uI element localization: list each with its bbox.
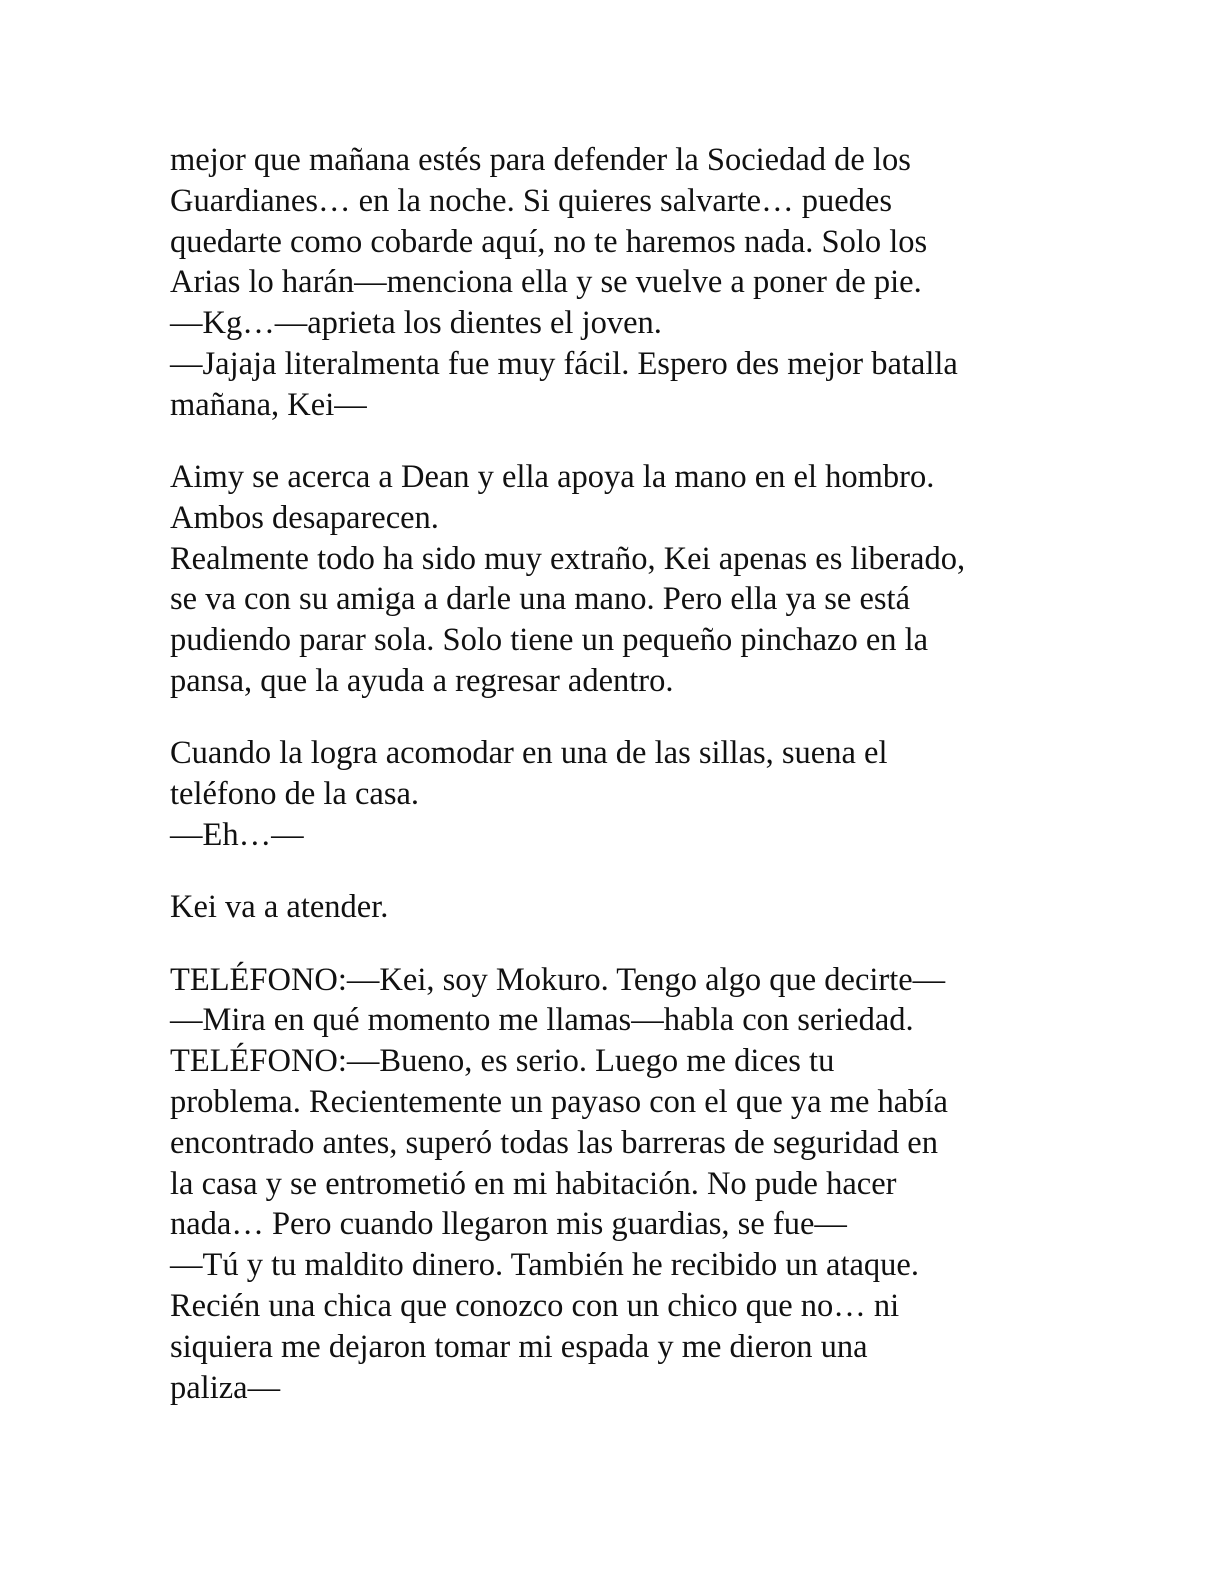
text-line: Ambos desaparecen. (170, 499, 439, 536)
text-line: pansa, que la ayuda a regresar adentro. (170, 663, 674, 700)
body-text (170, 140, 1070, 1408)
text-line: —Jajaja literalmenta fue muy fácil. Espero des mejor batalla (170, 345, 958, 382)
text-line: Arias lo harán—menciona ella y se vuelve a poner de pie. (170, 264, 922, 301)
paragraph-spacer (170, 426, 1070, 458)
text-line: —Mira en qué momento me llamas—habla con seriedad. (170, 1002, 914, 1039)
text-line: siquiera me dejaron tomar mi espada y me dieron una (170, 1328, 868, 1365)
paragraph-2 (170, 457, 1070, 702)
text-line: Recién una chica que conozco con un chico que no… ni (170, 1287, 900, 1324)
text-line: pudiendo parar sola. Solo tiene un pequeño pinchazo en la (170, 622, 929, 659)
text-line: mañana, Kei— (170, 386, 367, 423)
text-line: Cuando la logra acomodar en una de las sillas, suena el (170, 735, 888, 772)
paragraph-spacer (170, 856, 1070, 888)
paragraph-3 (170, 733, 1070, 855)
text-line: la casa y se entrometió en mi habitación. No pude hacer (170, 1165, 897, 1202)
text-line: mejor que mañana estés para defender la Sociedad de los (170, 142, 911, 178)
text-line: nada… Pero cuando llegaron mis guardias, se fue— (170, 1206, 847, 1243)
paragraph-1 (170, 140, 1070, 426)
text-line: —Eh…— (170, 816, 304, 853)
text-line: problema. Recientemente un payaso con el que ya me había (170, 1083, 948, 1120)
text-line: TELÉFONO:—Bueno, es serio. Luego me dices tu (170, 1043, 835, 1080)
text-line: —Kg…—aprieta los dientes el joven. (170, 305, 662, 342)
text-line: Realmente todo ha sido muy extraño, Kei apenas es liberado, (170, 540, 966, 577)
text-line: Aimy se acerca a Dean y ella apoya la mano en el hombro. (170, 459, 935, 496)
paragraph-4 (170, 887, 1070, 928)
text-line: quedarte como cobarde aquí, no te haremos nada. Solo los (170, 223, 928, 260)
paragraph-spacer (170, 702, 1070, 734)
text-line: TELÉFONO:—Kei, soy Mokuro. Tengo algo que decirte— (170, 961, 946, 998)
text-line: Guardianes… en la noche. Si quieres salvarte… puedes (170, 182, 892, 219)
text-line: se va con su amiga a darle una mano. Pero ella ya se está (170, 581, 910, 618)
paragraph-spacer (170, 928, 1070, 960)
text-line: —Tú y tu maldito dinero. También he recibido un ataque. (170, 1247, 919, 1284)
paragraph-5 (170, 960, 1070, 1409)
text-line: teléfono de la casa. (170, 776, 420, 813)
text-line: encontrado antes, superó todas las barreras de seguridad en (170, 1124, 938, 1161)
text-line: paliza— (170, 1369, 281, 1406)
text-line: Kei va a atender. (170, 889, 389, 926)
